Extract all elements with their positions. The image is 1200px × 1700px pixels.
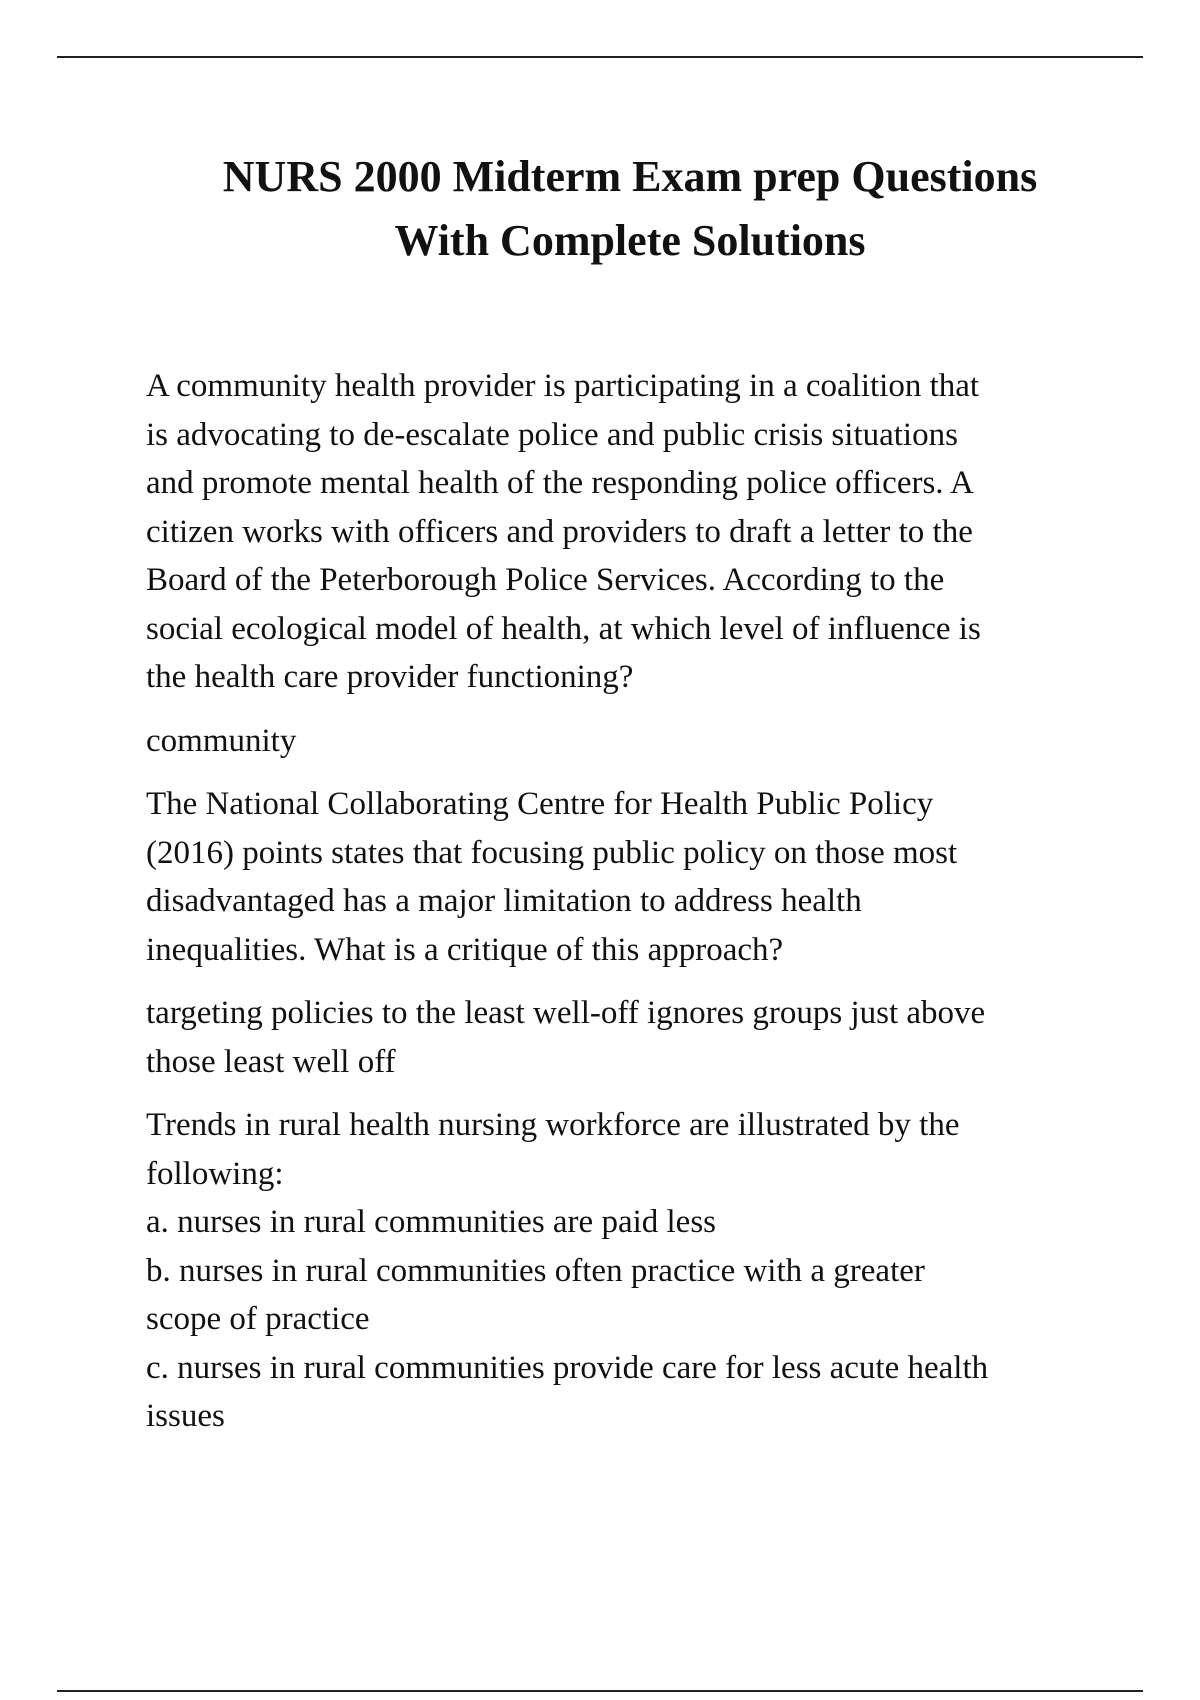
option-b-continued: scope of practice [146,1301,370,1337]
answer-2 [146,989,1086,1086]
question-line: and promote mental health of the responding police officers. A [146,465,974,501]
question-line: inequalities. What is a critique of this approach? [146,931,784,968]
question-line: the health care provider functioning? [146,659,634,695]
option-c: c. nurses in rural communities provide care for less acute health [146,1349,989,1386]
footer-rule [57,1690,1143,1692]
question-line: citizen works with officers and providers to draft a letter to the [146,513,973,550]
option-c-continued: issues [146,1398,225,1434]
header-rule [57,56,1143,58]
question-line: is advocating to de-escalate police and public crisis situations [146,416,958,453]
question-line: (2016) points states that focusing public policy on those most [146,834,958,871]
question-2 [146,780,1086,974]
answer-line: those least well off [146,1043,396,1080]
title-line: NURS 2000 Midterm Exam prep Questions [222,152,1038,201]
question-line: A community health provider is participating in a coalition that [146,368,980,404]
answer-1 [146,717,1086,766]
option-a: a. nurses in rural communities are paid less [146,1204,717,1240]
question-line: Board of the Peterborough Police Services. According to the [146,562,945,598]
question-1 [146,362,1086,702]
question-3 [146,1101,1086,1441]
answer-line: community [146,722,297,759]
option-b: b. nurses in rural communities often practice with a greater [146,1252,925,1289]
answer-line: targeting policies to the least well-off ignores groups just above [146,995,986,1031]
question-line: following: [146,1155,284,1192]
question-line: Trends in rural health nursing workforce are illustrated by the [146,1107,960,1143]
question-line: social ecological model of health, at which level of influence is [146,610,981,647]
title-line: With Complete Solutions [394,216,866,265]
question-line: The National Collaborating Centre for Health Public Policy [146,786,934,822]
qa-content [146,362,1086,1456]
page-title [100,145,1160,273]
question-line: disadvantaged has a major limitation to address health [146,883,862,919]
